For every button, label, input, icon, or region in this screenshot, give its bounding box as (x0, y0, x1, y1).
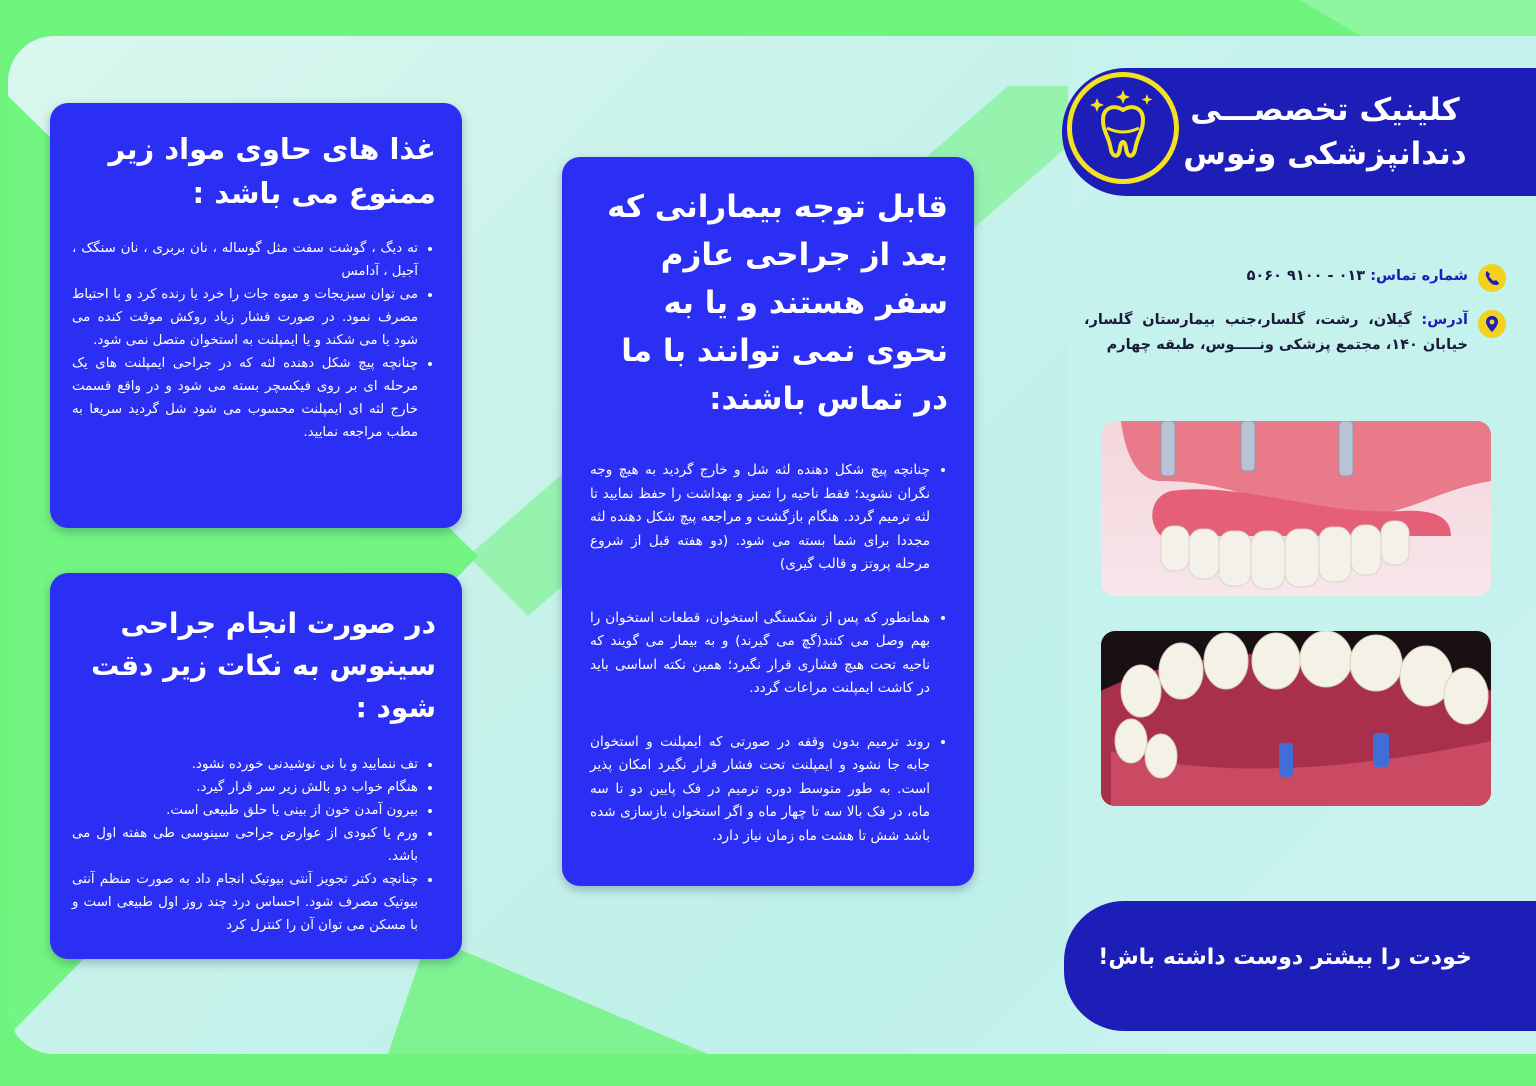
address-label: آدرس: (1421, 312, 1468, 328)
sinus-surgery-list (72, 753, 436, 937)
travel-patients-title: قابل توجه بیمارانی که بعد از جراحی عازم سفر هستند و یا به نحوی نمی توانند با ما در تماس باشند: (607, 189, 948, 417)
phone-number[interactable]: ۰۱۳ - ۹۱۰۰ ۵۰۶۰ (1246, 268, 1366, 284)
forbidden-foods-card (50, 103, 462, 528)
implant-denture-image (1101, 421, 1491, 596)
forbidden-foods-list (72, 237, 436, 444)
clinic-name-line2: دندانپزشکی ونوس (1183, 136, 1467, 172)
phone-icon (1478, 264, 1506, 292)
sinus-surgery-card (50, 573, 462, 959)
travel-patients-list (590, 459, 948, 848)
list-item: • چنانچه پیچ شکل دهنده لثه که در جراحی ایمپلنت های یک مرحله ای بر روی فیکسچر بسته می شود و در واقع قسمت خارج لثه ای ایمپلنت محسوب می شود شل گردید سریعا به مطب مراجعه نمایید. (72, 352, 418, 444)
phone-label: شماره تماس: (1370, 268, 1468, 284)
list-item: • ته دیگ ، گوشت سفت مثل گوساله ، نان بربری ، نان سنگک ، آجیل ، آدامس (72, 237, 418, 283)
tooth-logo-icon (1067, 72, 1179, 184)
forbidden-foods-title: غذا های حاوی مواد زیر ممنوع می باشد : (108, 132, 436, 210)
address-block (1084, 308, 1468, 358)
list-item: • چنانچه پیچ شکل دهنده لثه شل و خارج گردید به هیچ وجه نگران نشوید؛ فقط ناحیه را تمیز و بهداشت را حفظ نمایید تا لثه ترمیم گردد. هنگام بازگشت و مراجعه پیچ شکل دهنده لثه مجددا برای شما بسته می شود. (دو هفته قبل از شروع مرحله پروتز و قالب گیری) (590, 459, 930, 577)
slogan-text: خودت را بیشتر دوست داشته باش! (1098, 945, 1472, 970)
phone-line (1084, 264, 1468, 289)
clinic-name-line1: کلینیک تخصصـــی (1190, 92, 1460, 128)
list-item: • چنانچه دکتر تجویز آنتی بیوتیک انجام داد به صورت منظم آنتی بیوتیک مصرف شود. احساس درد چند روز اول طبیعی است و با مسکن می توان آن را کنترل کرد (72, 868, 418, 937)
list-item: • هنگام خواب دو بالش زیر سر قرار گیرد. (72, 776, 418, 799)
implant-bridge-image (1101, 631, 1491, 806)
list-item: • تف ننمایید و با نی نوشیدنی خورده نشود. (72, 753, 418, 776)
address-text: گیلان، رشت، گلسار،جنب بیمارستان گلسار، خیابان ۱۴۰، مجتمع پزشکی ونـــــوس، طبقه چهارم (1084, 312, 1468, 353)
list-item: • بیرون آمدن خون از بینی یا حلق طبیعی است. (72, 799, 418, 822)
list-item: • همانطور که پس از شکستگی استخوان، قطعات استخوان را بهم وصل می کنند(گچ می گیرند) و به بیمار می گویند که ناحیه تحت هیچ فشاری قرار نگیرد؛ همین نکته اساسی باید در کاشت ایمپلنت مراعات گردد. (590, 607, 930, 701)
clinic-name (1180, 88, 1470, 176)
list-item: • روند ترمیم بدون وقفه در صورتی که ایمپلنت و استخوان جابه جا نشود و ایمپلنت تحت فشار قرار نگیرد امکان پذیر است. به طور متوسط دوره ترمیم در فک پایین دو تا سه ماه، در فک بالا سه تا چهار ماه و اگر استخوان بازسازی شده باشد شش تا هشت ماه زمان نیاز دارد. (590, 731, 930, 849)
sinus-surgery-title: در صورت انجام جراحی سینوس به نکات زیر دقت شود : (91, 607, 436, 724)
list-item: • ورم یا کبودی از عوارض جراحی سینوسی طی هفته اول می باشد. (72, 822, 418, 868)
location-pin-icon (1478, 310, 1506, 338)
travel-patients-card (562, 157, 974, 886)
list-item: • می توان سبزیجات و میوه جات را خرد یا رنده کرد و با احتیاط مصرف نمود. در صورت فشار زیاد روکش موقت کنده می شود یا می شکند و یا ایمپلنت به استخوان متصل نمی شود. (72, 283, 418, 352)
